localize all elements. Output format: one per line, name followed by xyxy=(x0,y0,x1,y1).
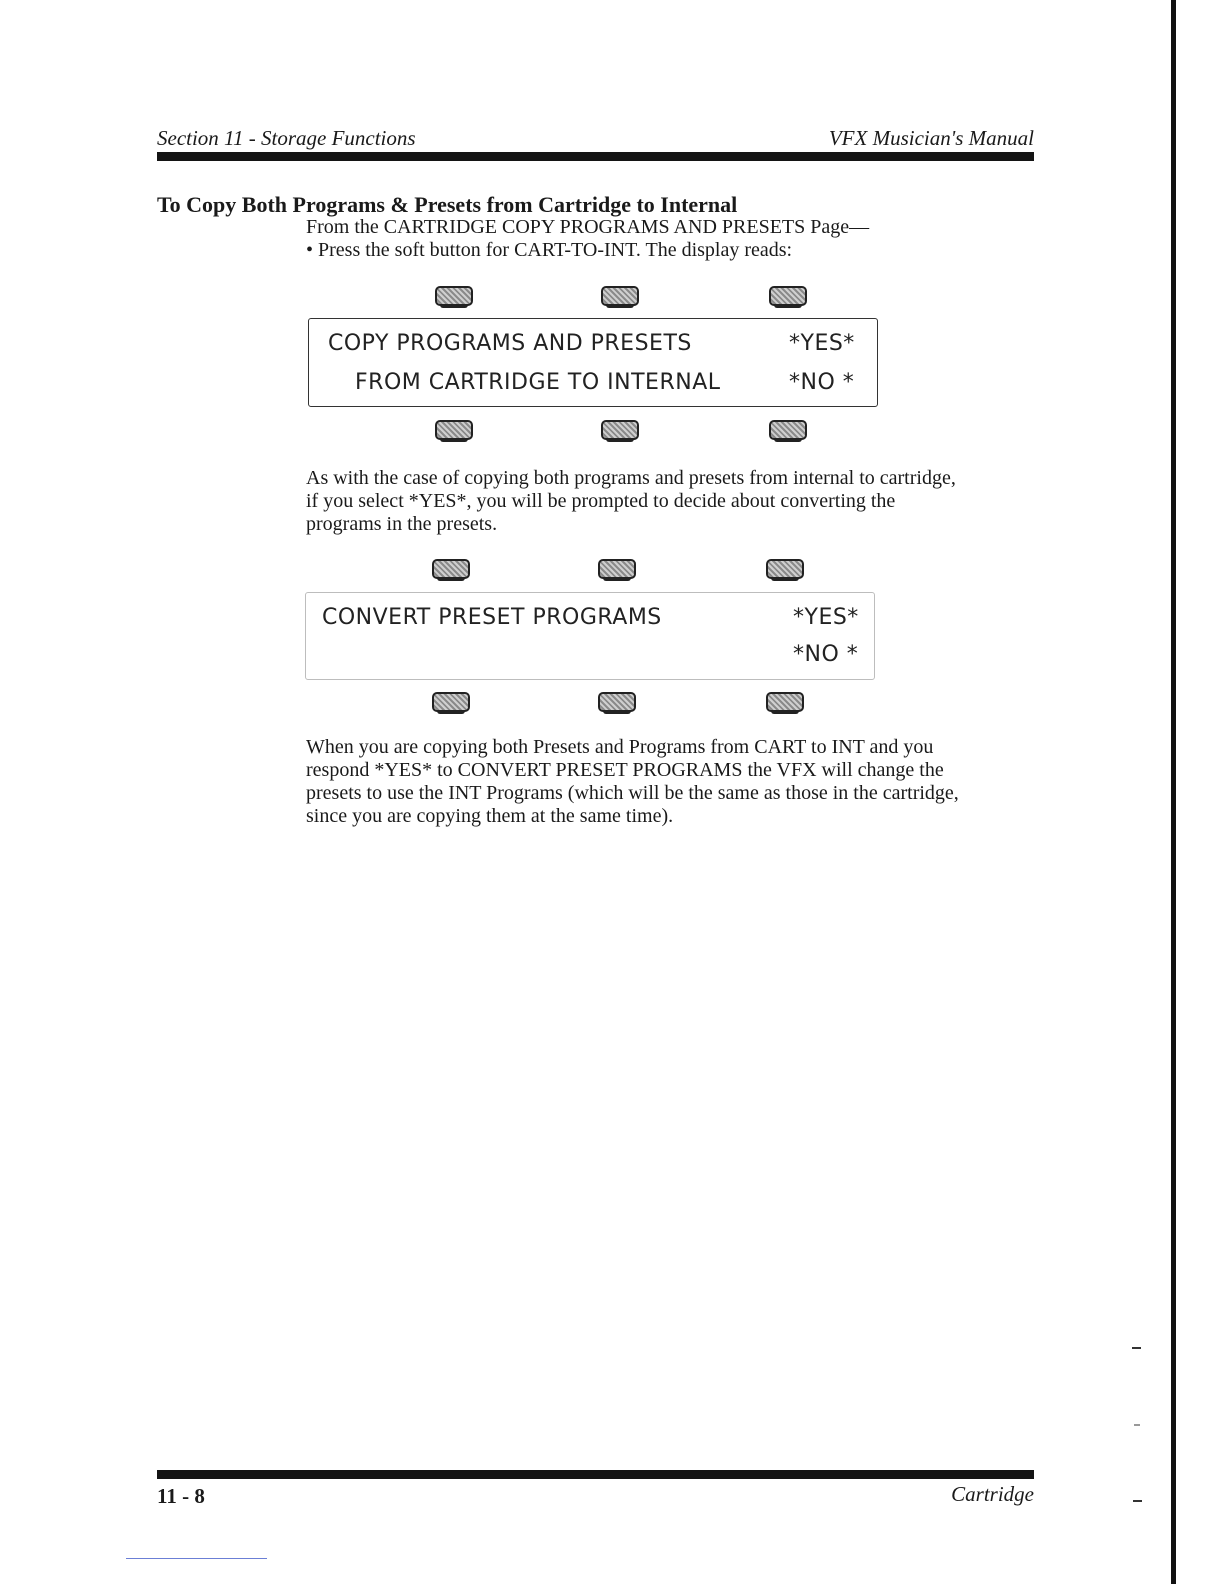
soft-button-bottom-center[interactable] xyxy=(601,420,639,440)
intro-bullet: • Press the soft button for CART-TO-INT. The display reads: xyxy=(306,239,793,261)
soft-button-top-right[interactable] xyxy=(769,286,807,306)
soft-button-top-left-2[interactable] xyxy=(432,559,470,579)
lcd2-no-option: *NO * xyxy=(793,642,859,667)
edge-mark xyxy=(1134,1424,1140,1426)
page-number: 11 - 8 xyxy=(157,1484,205,1508)
paragraph2-line2: respond *YES* to CONVERT PRESET PROGRAMS the VFX will change the xyxy=(306,759,944,781)
paragraph2-line1: When you are copying both Presets and Programs from CART to INT and you xyxy=(306,736,934,758)
soft-button-top-center[interactable] xyxy=(601,286,639,306)
paragraph2-line3: presets to use the INT Programs (which will be the same as those in the cartridge, xyxy=(306,782,959,804)
paragraph2-line4: since you are copying them at the same time). xyxy=(306,805,674,827)
paragraph1-line2: if you select *YES*, you will be prompted to decide about converting the xyxy=(306,490,896,512)
soft-button-top-center-2[interactable] xyxy=(598,559,636,579)
header-rule xyxy=(157,152,1034,161)
soft-button-bottom-left-2[interactable] xyxy=(432,692,470,712)
paragraph1-line1: As with the case of copying both programs and presets from internal to cartridge, xyxy=(306,467,956,489)
lcd-display-copy xyxy=(308,318,878,407)
lcd1-line2-text: FROM CARTRIDGE TO INTERNAL xyxy=(355,370,721,395)
edge-mark xyxy=(1133,1500,1142,1502)
lcd1-yes-option: *YES* xyxy=(789,331,855,356)
lcd1-no-option: *NO * xyxy=(789,370,855,395)
section-heading: To Copy Both Programs & Presets from Cartridge to Internal xyxy=(157,192,738,217)
paragraph1-line3: programs in the presets. xyxy=(306,513,498,535)
soft-button-bottom-left[interactable] xyxy=(435,420,473,440)
lcd1-line1-text: COPY PROGRAMS AND PRESETS xyxy=(328,331,692,356)
page-edge-line xyxy=(1171,0,1176,1584)
soft-button-bottom-center-2[interactable] xyxy=(598,692,636,712)
soft-button-top-right-2[interactable] xyxy=(766,559,804,579)
header-manual-title: VFX Musician's Manual xyxy=(828,126,1034,150)
lcd2-yes-option: *YES* xyxy=(793,605,859,630)
lcd2-line1-text: CONVERT PRESET PROGRAMS xyxy=(322,605,662,630)
footer-rule xyxy=(157,1470,1034,1479)
soft-button-top-left[interactable] xyxy=(435,286,473,306)
footer-chapter: Cartridge xyxy=(951,1482,1034,1506)
edge-mark xyxy=(1132,1347,1141,1349)
header-section-title: Section 11 - Storage Functions xyxy=(157,126,416,150)
lcd-display-convert xyxy=(305,592,875,680)
scan-underline xyxy=(126,1558,267,1559)
soft-button-bottom-right-2[interactable] xyxy=(766,692,804,712)
soft-button-bottom-right[interactable] xyxy=(769,420,807,440)
intro-line: From the CARTRIDGE COPY PROGRAMS AND PRESETS Page— xyxy=(306,216,870,238)
